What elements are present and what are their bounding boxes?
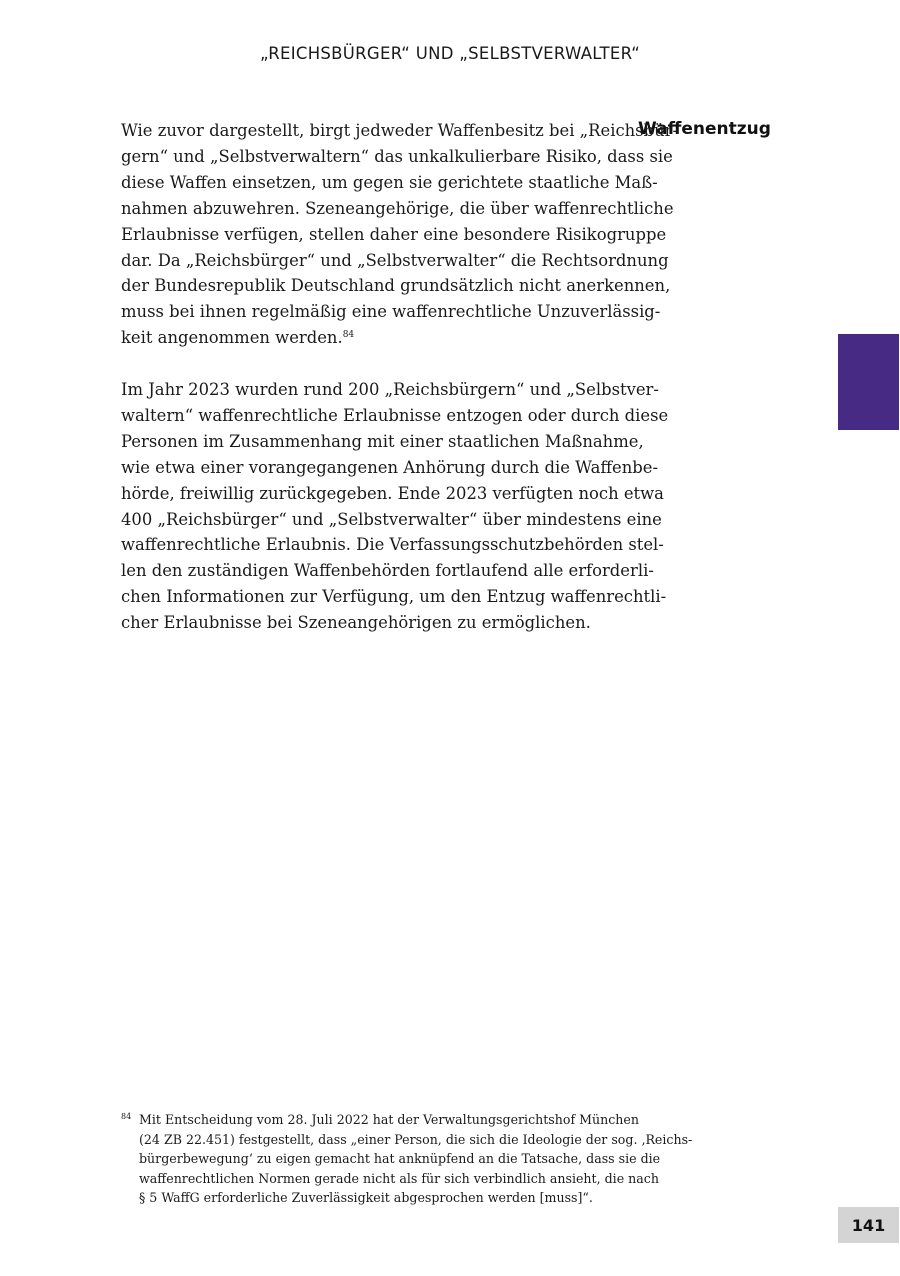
text-line: nahmen abzuwehren. Szeneangehörige, die über waffenrechtliche bbox=[121, 198, 674, 218]
footnote-84 bbox=[121, 1110, 693, 1208]
text-line: dar. Da „Reichsbürger“ und „Selbstverwalter“ die Rechtsordnung bbox=[121, 250, 669, 270]
text-line: len den zuständigen Waffenbehörden fortlaufend alle erforderli- bbox=[121, 561, 654, 581]
footnote-line: waffenrechtlichen Normen gerade nicht als für sich verbindlich ansieht, die nach bbox=[139, 1170, 659, 1186]
text-line: waffenrechtliche Erlaubnis. Die Verfassungsschutzbehörden stel- bbox=[121, 535, 664, 555]
text-line: cher Erlaubnisse bei Szeneangehörigen zu ermöglichen. bbox=[121, 613, 591, 633]
text-line: muss bei ihnen regelmäßig eine waffenrechtliche Unzuverlässig- bbox=[121, 302, 661, 322]
footnote-text bbox=[139, 1110, 693, 1208]
footnote-line: (24 ZB 22.451) festgestellt, dass „einer Person, die sich die Ideologie der sog. ‚Reichs- bbox=[139, 1131, 693, 1147]
text-line: chen Informationen zur Verfügung, um den Entzug waffenrechtli- bbox=[121, 587, 667, 607]
footnote-line: § 5 WaffG erforderliche Zuverlässigkeit abgesprochen werden [muss]“. bbox=[139, 1190, 593, 1205]
text-line: diese Waffen einsetzen, um gegen sie gerichtete staatliche Maß- bbox=[121, 172, 658, 192]
text-line-content: keit angenommen werden. bbox=[121, 328, 343, 348]
text-line: Erlaubnisse verfügen, stellen daher eine besondere Risikogruppe bbox=[121, 224, 667, 244]
text-line: Im Jahr 2023 wurden rund 200 „Reichsbürgern“ und „Selbstver- bbox=[121, 380, 659, 399]
page-number: 141 bbox=[838, 1207, 899, 1243]
paragraph-1 bbox=[121, 118, 679, 351]
footnote-line: Mit Entscheidung vom 28. Juli 2022 hat der Verwaltungsgerichtshof München bbox=[139, 1112, 639, 1127]
text-line: wie etwa einer vorangegangenen Anhörung durch die Waffenbe- bbox=[121, 457, 659, 477]
text-line: waltern“ waffenrechtliche Erlaubnisse entzogen oder durch diese bbox=[121, 405, 669, 425]
margin-heading: Waffenentzug bbox=[638, 119, 771, 139]
text-line: der Bundesrepublik Deutschland grundsätzlich nicht anerkennen, bbox=[121, 276, 671, 296]
text-line: 400 „Reichsbürger“ und „Selbstverwalter“ über mindestens eine bbox=[121, 509, 662, 529]
footnote-number: 84 bbox=[121, 1112, 132, 1121]
text-line: hörde, freiwillig zurückgegeben. Ende 2023 verfügten noch etwa bbox=[121, 483, 664, 503]
text-line: Personen im Zusammenhang mit einer staatlichen Maßnahme, bbox=[121, 431, 644, 451]
running-header: „REICHSBÜRGER“ UND „SELBSTVERWALTER“ bbox=[259, 44, 641, 63]
text-line: gern“ und „Selbstverwaltern“ das unkalkulierbare Risiko, dass sie bbox=[121, 146, 673, 166]
footnote-line: bürgerbewegung‘ zu eigen gemacht hat anknüpfend an die Tatsache, dass sie die bbox=[139, 1151, 661, 1166]
paragraph-2 bbox=[121, 377, 669, 636]
footnote-reference[interactable]: 84 bbox=[342, 330, 355, 341]
text-line: Wie zuvor dargestellt, birgt jedweder Waffenbesitz bei „Reichsbür- bbox=[121, 121, 679, 140]
chapter-tab bbox=[838, 334, 899, 430]
text-line bbox=[121, 325, 619, 351]
